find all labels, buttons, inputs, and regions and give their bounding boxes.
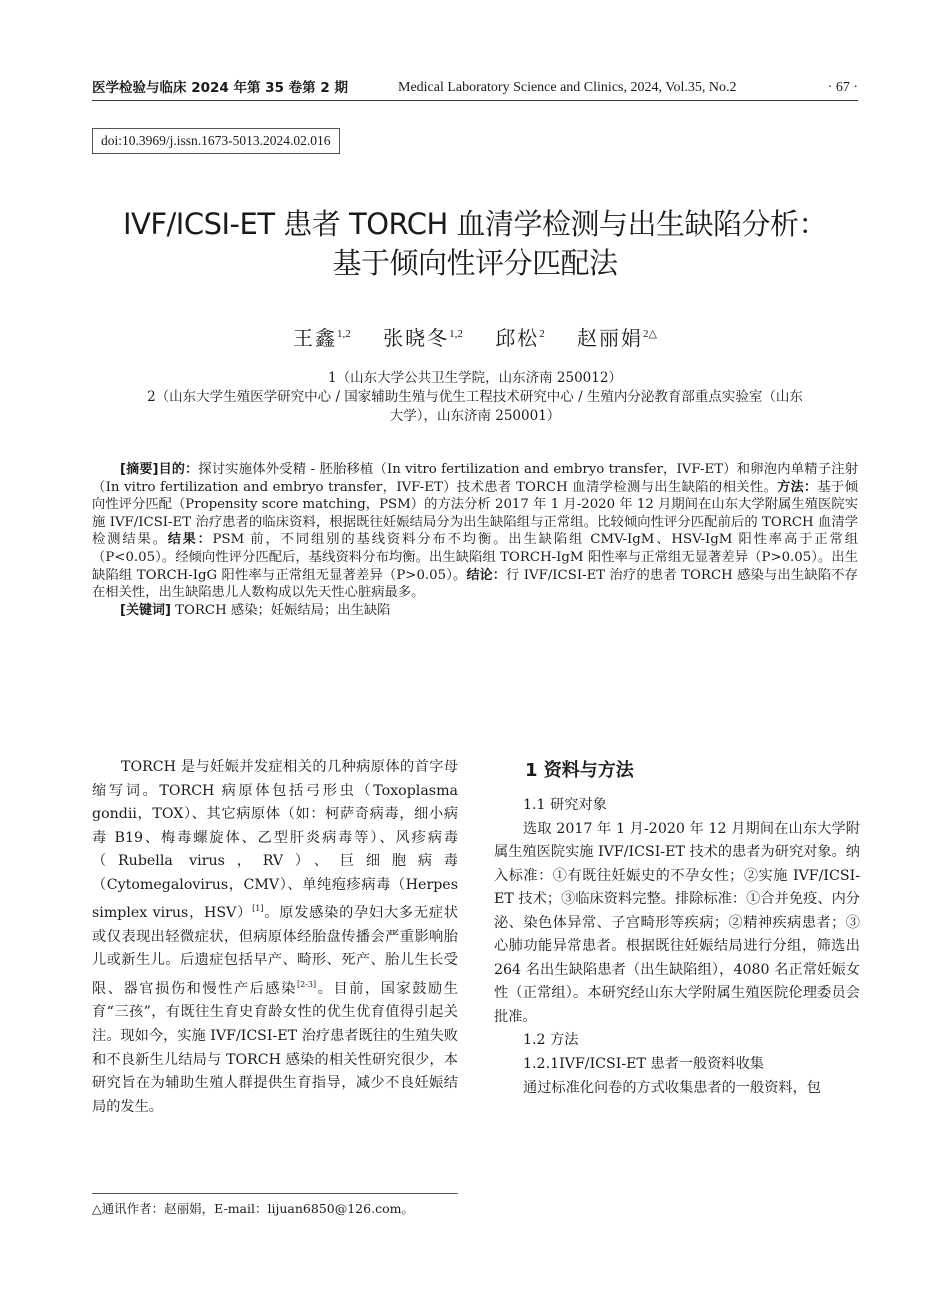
author [383, 321, 463, 351]
methods-label: 方法： [777, 479, 818, 495]
results-label: 结果： [167, 532, 213, 548]
author-affil-mark: 2△ [643, 328, 658, 340]
affiliation-2-line-1: 2（山东大学生殖医学研究中心 / 国家辅助生殖与优生工程技术研究中心 / 生殖内分泌教育部重点实验室（山东 [147, 389, 803, 405]
corresponding-author-footnote: △通讯作者：赵丽娟，E-mail：lijuan6850@126.com。 [92, 1201, 414, 1216]
abstract [92, 461, 858, 619]
intro-paragraph [92, 756, 458, 1119]
running-header [92, 78, 858, 98]
affiliation-2-line-2: 大学），山东济南 250001） [389, 408, 561, 424]
author [293, 321, 351, 351]
journal-name-cn: 医学检验与临床 2024 年第 35 卷第 2 期 [92, 80, 348, 96]
methods-column [494, 756, 860, 1100]
intro-text-b: 。原发感染的孕妇大多无症状或仅表现出轻微症状，但病原体经胎盘传播会严重影响胎儿或新生儿。后遗症包括早产、畸形、死产、胎儿生长受限、器官损伤和慢性产后感染 [92, 905, 458, 997]
article-title-line-1: IVF/ICSI-ET 患者 TORCH 血清学检测与出生缺陷分析： [122, 207, 828, 241]
intro-column [92, 756, 458, 1119]
keywords [92, 602, 858, 620]
author-name: 赵丽娟 [577, 326, 644, 350]
citation-ref[interactable]: [1] [252, 904, 264, 914]
results-text: PSM 前，不同组别的基线资料分布不均衡。出生缺陷组 CMV-IgM、HSV-IgM 阳性率高于正常组（P<0.05）。经倾向性评分匹配后，基线资料分布均衡。出生缺陷组 TORCH-IgM 阳性率与正常组无显著差异（P>0.05）。出生缺陷组 TORCH-IgG 阳性率与正常组无显著差异（P>0.05）。 [92, 532, 858, 583]
page-number: · 67 · [827, 80, 858, 95]
affiliation-1: 1（山东大学公共卫生学院，山东济南 250012） [328, 370, 622, 386]
keywords-text: TORCH 感染；妊娠结局；出生缺陷 [175, 602, 391, 618]
abstract-label: [摘要] [120, 462, 159, 477]
doi-box[interactable]: doi:10.3969/j.issn.1673-5013.2024.02.016 [92, 128, 340, 154]
section-heading: 1 资料与方法 [525, 760, 634, 781]
methods-paragraph: 通过标准化问卷的方式收集患者的一般资料，包 [523, 1079, 821, 1096]
author-name: 王鑫 [292, 326, 337, 350]
author [495, 321, 545, 351]
author-name: 邱松 [495, 326, 540, 350]
subsection-heading: 1.1 研究对象 [523, 797, 607, 813]
conclusion-label: 结论： [466, 567, 506, 583]
subsubsection-heading: 1.2.1IVF/ICSI-ET 患者一般资料收集 [523, 1056, 764, 1073]
author [577, 321, 657, 351]
header-rule [92, 100, 858, 101]
objective-label: 目的： [158, 462, 199, 477]
keywords-label: [关键词] [120, 602, 171, 618]
journal-name-en: Medical Laboratory Science and Clinics, 2024, Vol.35, No.2 [398, 80, 737, 95]
citation-ref[interactable]: [2-3] [296, 979, 317, 989]
conclusion-text: 行 IVF/ICSI-ET 治疗的患者 TORCH 感染与出生缺陷不存在相关性，出生缺陷患儿人数构成以先天性心脏病最多。 [92, 567, 858, 601]
methods-paragraph: 选取 2017 年 1 月-2020 年 12 月期间在山东大学附属生殖医院实施 IVF/ICSI-ET 技术的患者为研究对象。纳入标准：①有既往妊娠史的不孕女性；②实施 IVF/ICSI-ET 技术；③临床资料完整。排除标准：①合并免疫、内分泌、染色体异常、子宫畸形等疾病；②精神疾病患者；③心肺功能异常患者。根据既往妊娠结局进行分组，筛选出 264 名出生缺陷患者（出生缺陷组），4080 名正常妊娠女性（正常组）。本研究经山东大学附属生殖医院伦理委员会批准。 [494, 820, 860, 1025]
intro-text-a: TORCH 是与妊娠并发症相关的几种病原体的首字母缩写词。TORCH 病原体包括弓形虫（Toxoplasma gondii，TOX）、其它病原体（如：柯萨奇病毒，细小病毒 B19、梅毒螺旋体、乙型肝炎病毒等）、风疹病毒（Rubella virus，RV）、巨细胞病毒（Cytomegalovirus，CMV）、单纯疱疹病毒（Herpes simplex virus，HSV） [92, 759, 458, 922]
author-list [0, 321, 950, 351]
footnote-rule [92, 1193, 458, 1194]
author-affil-mark: 1,2 [336, 328, 351, 340]
author-affil-mark: 1,2 [449, 328, 463, 340]
intro-text-c: 。目前，国家鼓励生育“三孩”，有既往生育史育龄女性的优生优育值得引起关注。现如今，实施 IVF/ICSI-ET 治疗患者既往的生殖失败和不良新生儿结局与 TORCH 感染的相关性研究很少，本研究旨在为辅助生殖人群提供生育指导，减少不良妊娠结局的发生。 [92, 980, 458, 1115]
article-title-line-2: 基于倾向性评分匹配法 [332, 246, 618, 280]
author-affil-mark: 2 [539, 328, 545, 340]
objective-text: 探讨实施体外受精 - 胚胎移植（In vitro fertilization and embryo transfer，IVF-ET）和卵泡内单精子注射（In vitro fertilization and embryo transfer，IVF-ET）技术患者 TORCH 血清学检测与出生缺陷的相关性。 [92, 462, 858, 495]
author-name: 张晓冬 [383, 326, 450, 350]
methods-text: 基于倾向性评分匹配（Propensity score matching，PSM）的方法分析 2017 年 1 月-2020 年 12 月期间在山东大学附属生殖医院实施 IVF/ICSI-ET 治疗患者的临床资料，根据既往妊娠结局分为出生缺陷组与正常组。比较倾向性评分匹配前后的 TORCH 血清学检测结果。 [92, 479, 858, 548]
subsection-heading: 1.2 方法 [523, 1032, 579, 1049]
abstract-body [92, 461, 858, 602]
